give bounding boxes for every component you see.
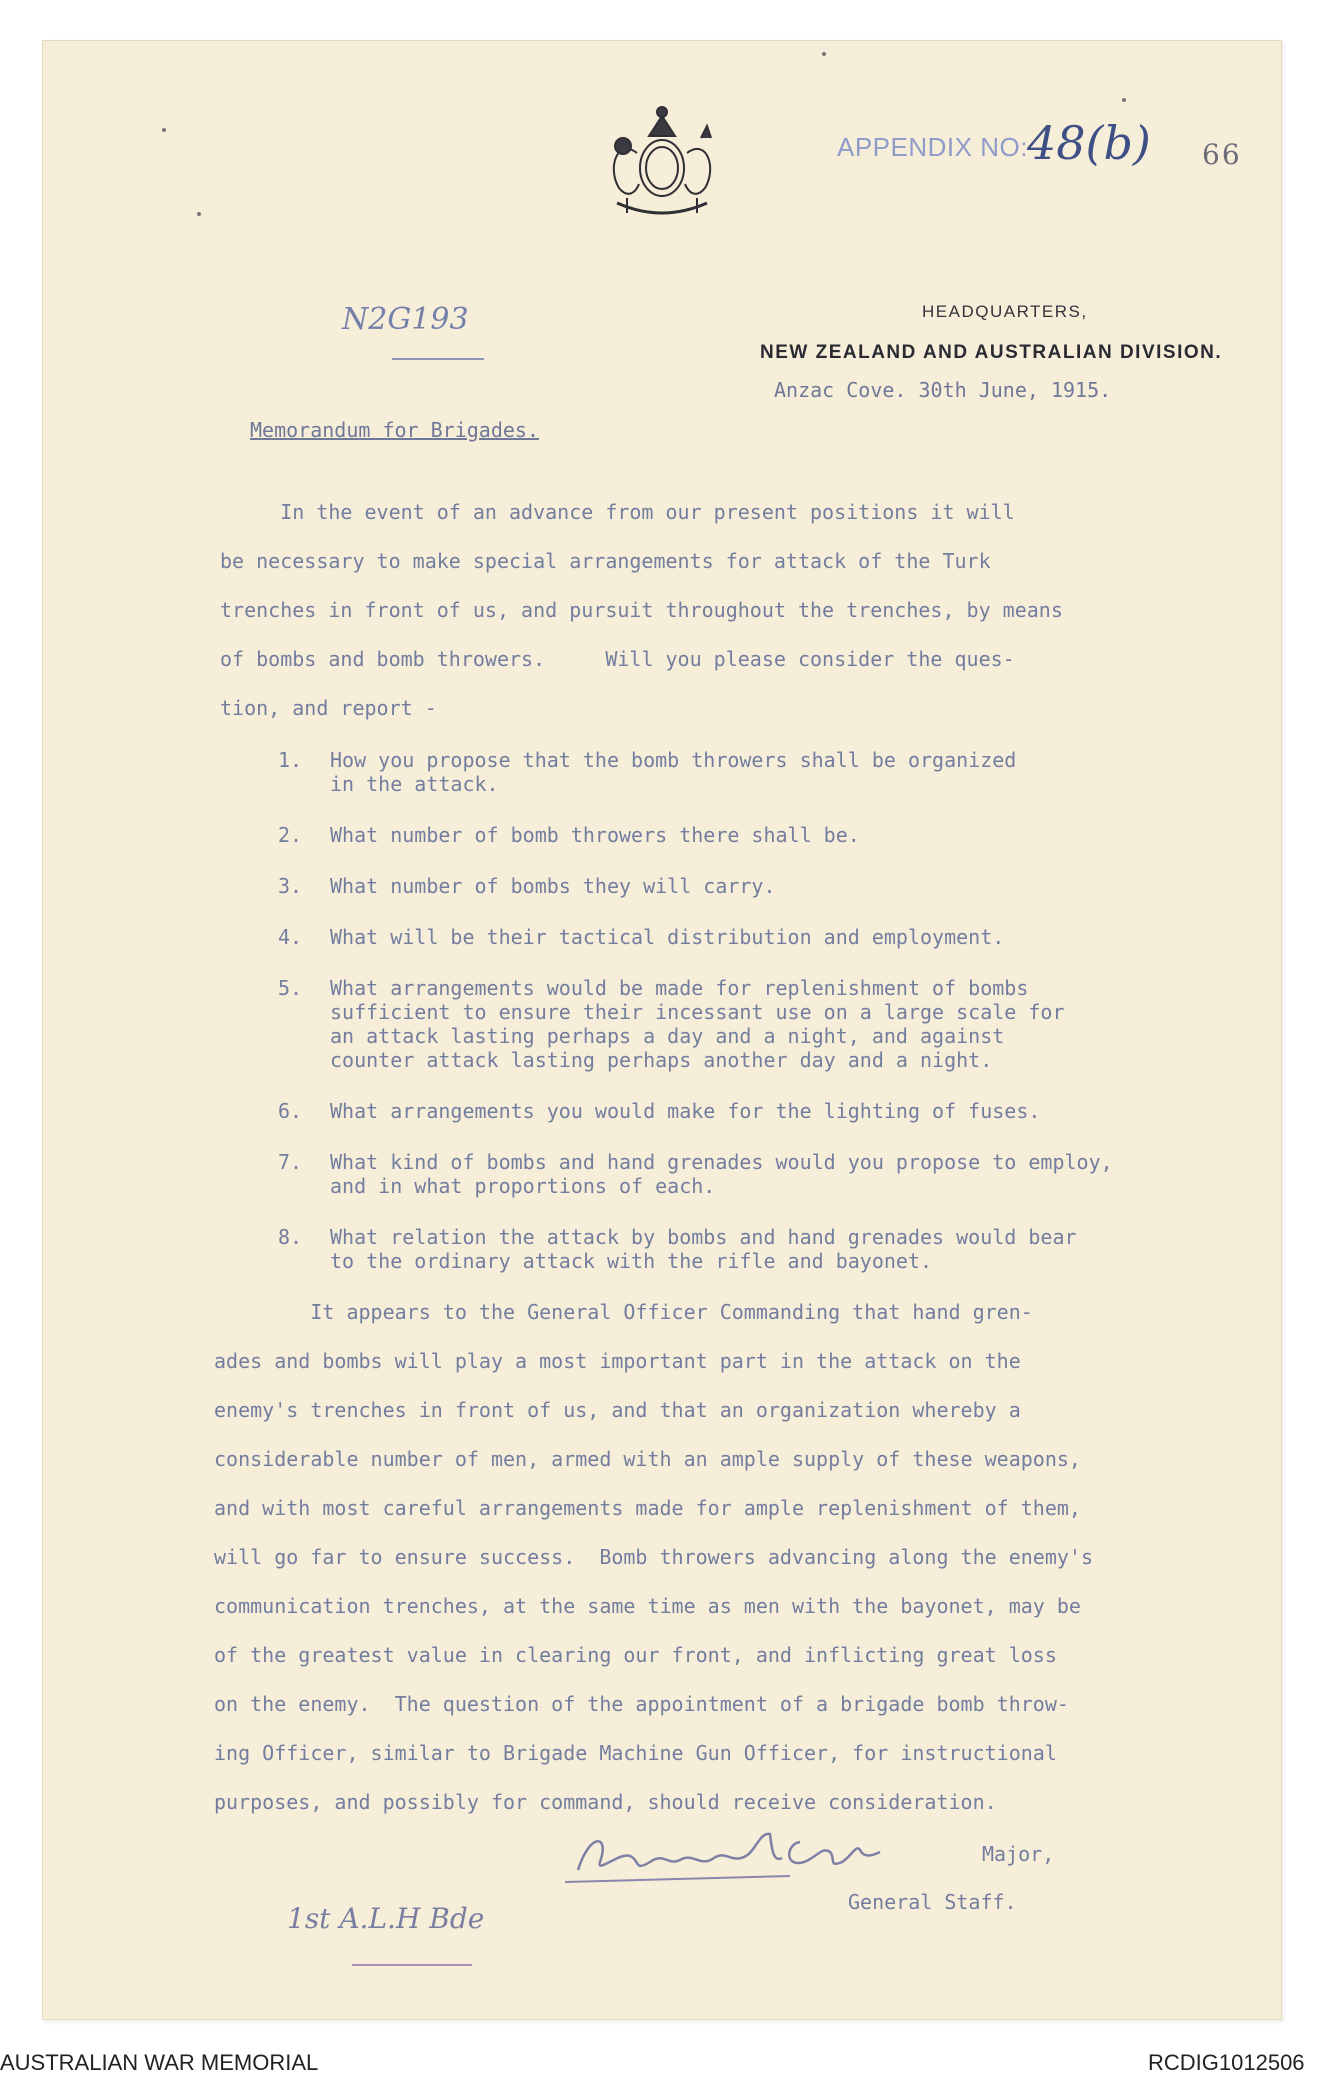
royal-coat-of-arms-emblem [587, 98, 737, 238]
list-item [278, 874, 1258, 898]
list-item [278, 1099, 1258, 1123]
intro-line: tion, and report - [220, 696, 437, 720]
brigade-annotation: 1st A.L.H Bde [287, 1902, 485, 1935]
list-item [278, 976, 1258, 1072]
closing-line: communication trenches, at the same time as men with the bayonet, may be [214, 1594, 1081, 1618]
item-text: What arrangements you would make for the lighting of fuses. [330, 1099, 1041, 1123]
division-heading: NEW ZEALAND AND AUSTRALIAN DIVISION. [760, 342, 1223, 363]
item-number: 7. [278, 1150, 303, 1174]
question-list [278, 748, 1258, 1300]
item-number: 4. [278, 925, 303, 949]
list-item [278, 1225, 1258, 1273]
item-number: 6. [278, 1099, 303, 1123]
paper-speck [822, 52, 826, 56]
handwritten-signature [560, 1822, 890, 1892]
closing-line: on the enemy. The question of the appointment of a brigade bomb throw- [214, 1692, 1069, 1716]
signatory-office: General Staff. [848, 1890, 1017, 1914]
item-number: 5. [278, 976, 303, 1000]
closing-line: It appears to the General Officer Commanding that hand gren- [214, 1300, 1033, 1324]
intro-line: be necessary to make special arrangements for attack of the Turk [220, 549, 991, 573]
paper-speck [1122, 98, 1126, 102]
appendix-stamp [837, 132, 1028, 163]
paper-speck [162, 128, 166, 132]
item-text: How you propose that the bomb throwers shall be organized in the attack. [330, 748, 1017, 796]
list-item [278, 823, 1258, 847]
item-text: What relation the attack by bombs and hand grenades would bear to the ordinary attack with the rifle and bayonet. [330, 1225, 1077, 1273]
item-text: What will be their tactical distribution and employment. [330, 925, 1005, 949]
closing-line: and with most careful arrangements made for ample replenishment of them, [214, 1496, 1081, 1520]
closing-line: ades and bombs will play a most important part in the attack on the [214, 1349, 1021, 1373]
footer-catalogue-id: RCDIG1012506 [1148, 2050, 1305, 2075]
headquarters-heading: HEADQUARTERS, [922, 302, 1088, 321]
signatory-rank: Major, [982, 1842, 1055, 1866]
item-text: What number of bomb throwers there shall be. [330, 823, 860, 847]
item-number: 3. [278, 874, 303, 898]
page-number: 66 [1202, 138, 1242, 171]
list-item [278, 1150, 1258, 1198]
closing-line: considerable number of men, armed with an ample supply of these weapons, [214, 1447, 1081, 1471]
closing-paragraph [214, 1288, 1274, 1827]
item-text: What kind of bombs and hand grenades would you propose to employ, and in what proportions of each. [330, 1150, 1113, 1198]
closing-line: ing Officer, similar to Brigade Machine Gun Officer, for instructional [214, 1741, 1057, 1765]
paper-speck [197, 212, 201, 216]
reference-underline [392, 358, 484, 360]
closing-line: purposes, and possibly for command, should receive consideration. [214, 1790, 997, 1814]
closing-line: of the greatest value in clearing our front, and inflicting great loss [214, 1643, 1057, 1667]
item-text: What arrangements would be made for replenishment of bombs sufficient to ensure their incessant use on a large scale for an attack lasting perhaps a day and a night, and against counter attack lasting perhaps another day and a night. [330, 976, 1065, 1072]
place-date-line: Anzac Cove. 30th June, 1915. [774, 378, 1112, 402]
item-number: 2. [278, 823, 303, 847]
annotation-underline [352, 1964, 472, 1966]
intro-line: of bombs and bomb throwers. Will you please consider the ques- [220, 647, 1015, 671]
item-number: 1. [278, 748, 303, 772]
memo-title: Memorandum for Brigades. [250, 418, 539, 442]
closing-line: enemy's trenches in front of us, and that an organization whereby a [214, 1398, 1021, 1422]
intro-paragraph [220, 488, 1260, 733]
closing-line: will go far to ensure success. Bomb throwers advancing along the enemy's [214, 1545, 1093, 1569]
reference-number: N2G193 [342, 302, 469, 337]
intro-line: trenches in front of us, and pursuit throughout the trenches, by means [220, 598, 1063, 622]
item-number: 8. [278, 1225, 303, 1249]
intro-line: In the event of an advance from our present positions it will [220, 500, 1015, 524]
list-item [278, 748, 1258, 796]
list-item [278, 925, 1258, 949]
appendix-number-handwritten: 48(b) [1027, 116, 1151, 170]
footer-institution: AUSTRALIAN WAR MEMORIAL [0, 2050, 319, 2075]
appendix-stamp-label: APPENDIX NO: [837, 132, 1028, 162]
document-page [42, 40, 1282, 2020]
item-text: What number of bombs they will carry. [330, 874, 776, 898]
